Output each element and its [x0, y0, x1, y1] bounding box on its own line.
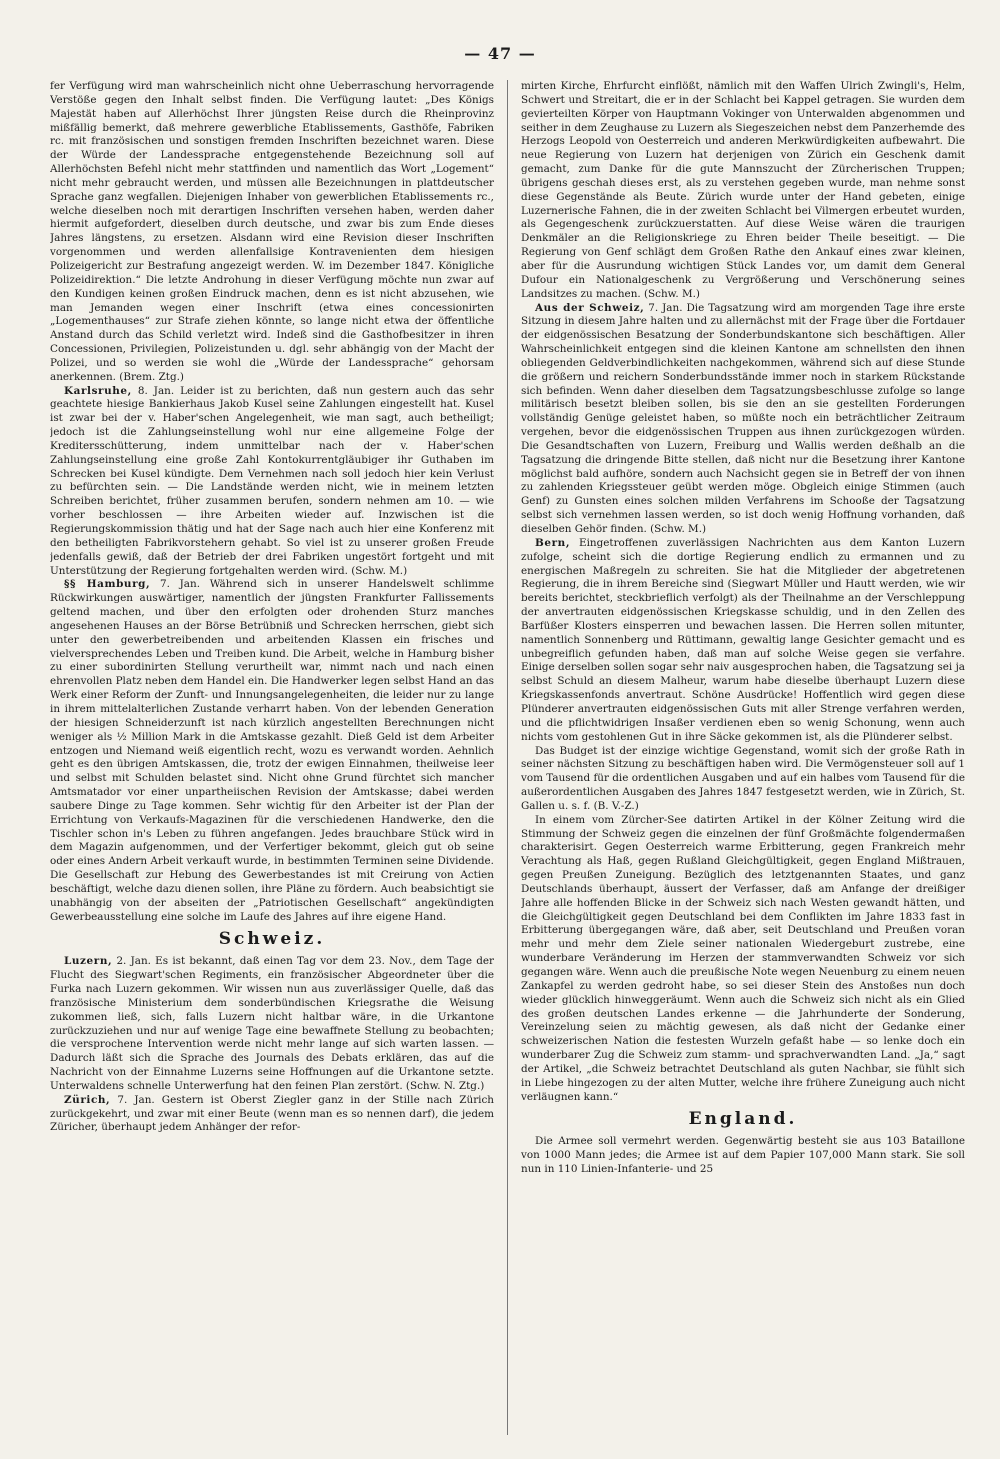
article-text: fer Verfügung wird man wahrscheinlich nicht ohne Ueberraschung hervorragende Verstöße gegen den Inhalt selbst finden. Die Verfügung lautet: „Des Königs Majestät haben auf Allerhöchst Ihrer jüngsten Reise durch die Rheinprovinz mißfällig bemerkt, daß mehrere gewerbliche Etablissements, Gasthöfe, Fabriken rc. mit französischen und sonstigen fremden Inschriften bezeichnet waren. Diese der Würde der Landessprache entgegenstehende Bezeichnung soll auf Allerhöchsten Befehl nicht mehr stattfinden und namentlich das Wort „Logement“ nicht mehr gebraucht werden, und müssen alle Bezeichnungen in plattdeutscher Sprache ganz wegfallen. Diejenigen Inhaber von gewerblichen Etablissements rc., welche dieselben noch mit derartigen Inschriften versehen haben, werden daher hiermit aufgefordert, dieselben durch deutsche, und zwar bis zum Ende dieses Jahres längstens, zu ersetzen. Alsdann wird eine Revision dieser Inschriften vorgenommen und werden allenfallsige Kontravenienten dem hiesigen Polizeigericht zur Bestrafung angezeigt werden. W. im Dezember 1847. Königliche Polizeidirektion.“ Die letzte Androhung in dieser Verfügung möchte nun zwar auf den Kundigen keinen großen Eindruck machen, denn es ist nicht abzusehen, wie man Jemanden wegen einer Inschrift (etwa eines concessionirten „Logementhauses“ zur Strafe ziehen könnte, so lange nicht etwa der öffentliche Anstand durch das Schild verletzt wird. Indeß sind die Gasthofbesitzer in ihren Concessionen, Privilegien, Polizeistunden u. dgl. sehr abhängig von der Macht der Polizei, und so werden sie wohl die „Würde der Landessprache“ gehorsam anerkennen. (Brem. Ztg.)	[50, 80, 494, 383]
section-heading: Schweiz.	[218, 929, 326, 950]
page-number: — 47 —	[464, 44, 536, 63]
right-column	[521, 80, 965, 1435]
article-paragraph	[50, 955, 494, 1093]
paragraph	[521, 745, 965, 814]
article-text: 7. Jan. Gestern ist Oberst Ziegler ganz in der Stille nach Zürich zurückgekehrt, und zwar mit einer Beute (wenn man es so nennen darf), die jedem Züricher, überhaupt jedem Anhänger der refor-	[50, 1093, 494, 1134]
article-dateline: Bern,	[535, 536, 571, 549]
continued-paragraph	[521, 80, 965, 302]
article-paragraph	[50, 1094, 494, 1136]
article-dateline: Karlsruhe,	[64, 384, 132, 397]
text-columns	[50, 80, 965, 1435]
article-text: 7. Jan. Während sich in unserer Handelswelt schlimme Rückwirkungen auswärtiger, namentlich der jüngsten Frankfurter Fallissements geltend machen, und über den erfolgten oder drohenden Sturz manches angesehenen Hauses an der Börse Betrübniß und Schrecken herrschen, giebt sich unter den gewerbetreibenden und arbeitenden Klassen ein frisches und vielversprechendes Leben und Treiben kund. Die Arbeit, welche in Hamburg bisher zu einer subordinirten Stellung verurtheilt war, nimmt nach und nach einen ehrenvollen Platz neben dem Handel ein. Die Handwerker legen selbst Hand an das Werk einer Reform der Zunft- und Innungsangelegenheiten, die leider nur zu lange in ihrem mittelalterlichen Zustande verharrt haben. Von der lebenden Generation der hiesigen Schneiderzunft ist nach kürzlich angestellten Berechnungen nicht weniger als ½ Million Mark in die Amtskasse gezahlt. Dieß Geld ist dem Arbeiter entzogen und Niemand weiß eigentlich recht, wozu es verwandt worden. Aehnlich geht es den übrigen Amtskassen, die, trotz der ewigen Einnahmen, theilweise leer und selbst mit Schulden belastet sind. Nicht ohne Grund fürchtet sich mancher Amtsmatador vor einer unpartheiischen Revision der Amtskasse; dabei werden saubere Dinge zu Tage kommen. Sehr wichtig für den Arbeiter ist der Plan der Errichtung von Verkaufs-Magazinen für die verschiedenen Handwerke, den die Tischler schon in's Leben zu führen angefangen. Jedes brauchbare Stück wird in dem Magazin aufgenommen, und der Verfertiger bekommt, gleich gut ob seine oder eines Andern Arbeit verkauft wurde, in bestimmten Terminen seine Dividende. Die Gesellschaft zur Hebung des Gewerbestandes ist mit Creirung von Actien beschäftigt, welche dazu dienen sollen, ihre Pläne zu fördern. Auch beabsichtigt sie unabhängig von der abseiten der „Patriotischen Gesellschaft“ angekündigten Gewerbeausstellung eine solche im Laufe des Jahres auf ihre eigene Hand.	[50, 578, 494, 923]
left-column	[50, 80, 494, 1435]
continued-paragraph	[50, 80, 494, 385]
article-paragraph	[521, 302, 965, 537]
article-paragraph	[521, 537, 965, 745]
article-dateline: Luzern,	[64, 955, 113, 968]
article-text: 7. Jan. Die Tagsatzung wird am morgenden Tage ihre erste Sitzung in diesem Jahre halten und zu allernächst mit der Frage über die Fortdauer der eidgenössischen Besatzung der Sonderbundskantone sich beschäftigen. Aller Wahrscheinlichkeit entgegen sind die kleinen Kantone am schnellsten den ihnen obliegenden Geldverbindlichkeiten nachgekommen, während sich auf diese Stunde die größern und reichern Sonderbundsstände immer noch in starkem Rückstande sich befinden. Wenn daher dieselben dem Tagsatzungsbeschlusse zufolge so lange militärisch besetzt bleiben sollen, bis sie den an sie gestellten Forderungen vollständig Genüge geleistet haben, so müßte noch ein beträchtlicher Zeitraum vergehen, bevor die eidgenössischen Truppen aus ihnen zurückgezogen würden. Die Gesandtschaften von Luzern, Freiburg und Wallis werden deßhalb an die Tagsatzung die dringende Bitte stellen, daß nicht nur die Besetzung ihrer Kantone möglichst bald aufhöre, sondern auch Nachsicht gegen sie in Betreff der von ihnen zu zahlenden Kriegssteuer geübt werden möge. Obgleich einige Stimmen (auch Genf) zu Gunsten eines solchen milden Verfahrens im Schooße der Tagsatzung selbst sich vernehmen lassen werden, so ist doch wenig Hoffnung vorhanden, daß dieselben Gehör finden. (Schw. M.)	[521, 301, 965, 535]
paragraph	[521, 1135, 965, 1177]
article-dateline: Aus der Schweiz,	[535, 301, 645, 314]
article-dateline: §§ Hamburg,	[64, 578, 151, 591]
column-divider	[507, 80, 508, 1435]
article-dateline: Zürich,	[64, 1093, 111, 1106]
article-paragraph	[50, 385, 494, 579]
paragraph	[521, 814, 965, 1105]
article-paragraph	[50, 578, 494, 924]
article-text: 2. Jan. Es ist bekannt, daß einen Tag vor dem 23. Nov., dem Tage der Flucht des Siegwart'schen Regiments, ein französischer Abgeordneter über die Furka nach Luzern gekommen. Wir wissen nun aus zuverlässiger Quelle, daß das französische Ministerium dem sonderbündischen Kriegsrathe die Weisung zukommen ließ, sich, falls Luzern nicht haltbar wäre, in die Urkantone zurückzuziehen und nur auf wenige Tage eine bewaffnete Stellung zu beobachten; die versprochene Intervention werde nicht mehr lange auf sich warten lassen. — Dadurch läßt sich die Sprache des Journals des Debats erklären, das auf die Nachricht von der Einnahme Luzerns seine Hoffnungen auf die Urkantone setzte. Unterwaldens schnelle Unterwerfung hat den feinen Plan zerstört. (Schw. N. Ztg.)	[50, 955, 494, 1092]
article-text: Das Budget ist der einzige wichtige Gegenstand, womit sich der große Rath in seiner nächsten Sitzung zu beschäftigen haben wird. Die Vermögensteuer soll auf 1 vom Tausend für die ordentlichen Ausgaben und auf ein halbes vom Tausend für die außerordentlichen Ausgaben des Jahres 1847 festgesetzt werden, wie in Zürich, St. Gallen u. s. f. (B. V.-Z.)	[521, 744, 965, 812]
section-heading: England.	[688, 1109, 798, 1130]
article-text: In einem vom Zürcher-See datirten Artikel in der Kölner Zeitung wird die Stimmung der Schweiz gegen die einzelnen der fünf Großmächte folgendermaßen charakterisirt. Gegen Oesterreich warme Erbitterung, gegen Frankreich mehr Verachtung als Haß, gegen Rußland Gleichgültigkeit, gegen England Mißtrauen, gegen Preußen Zuneigung. Bezüglich des letztgenannten Staates, und ganz Deutschlands überhaupt, äussert der Verfasser, daß am Anfange der dreißiger Jahre alle hoffenden Blicke in der Schweiz sich nach Westen gewandt hätten, und die Gleichgültigkeit gegen Deutschland bei dem Conflikten im Jahre 1833 fast in Erbitterung übergegangen wäre, daß aber, seit Deutschland und Preußen voran mehr und mehr dem Ziele seiner nationalen Wiedergeburt zustrebe, eine wunderbare Veränderung im Herzen der stammverwandten Schweiz vor sich gegangen wäre. Wenn auch die preußische Note wegen Neuenburg zu einem neuen Zankapfel zu werden gedroht habe, so sei dieser Stein des Anstoßes nun doch wieder glücklich hinweggeräumt. Wenn auch die Schweiz sich nicht als ein Glied des großen deutschen Landes erkenne — die Jahrhunderte der Sonderung, Vereinzelung seien zu mächtig gewesen, als daß nicht der Gedanke einer schweizerischen Nation die festesten Wurzeln gefaßt habe — so lenke doch ein wunderbarer Zug die Schweiz zum stamm- und sprachverwandten Land. „Ja,“ sagt der Artikel, „die Schweiz betrachtet Deutschland als guten Nachbar, sie fühlt sich in Liebe hingezogen zu der alten Mutter, welche ihre frühere Zuneigung auch nicht verläugnen kann.“	[521, 813, 965, 1103]
article-text: Eingetroffenen zuverlässigen Nachrichten aus dem Kanton Luzern zufolge, scheint sich die dortige Regierung endlich zu ermannen und zu energischen Maßregeln zu schreiten. Sie hat die Mitglieder der abgetretenen Regierung, die in ihrem Bereiche sind (Siegwart Müller und Hautt werden, wie wir bereits berichtet, steckbrieflich verfolgt) als der Theilnahme an der Verschleppung der anvertrauten eidgenössischen Kriegskasse schuldig, und in den Zellen des Barfüßer Klosters einsperren und bewachen lassen. Die Herren sollen mitunter, namentlich Sonnenberg und Rüttimann, gewaltig lange Gesichter gemacht und es unbegreiflich gefunden haben, daß man auf solche Weise gegen sie verfahre. Einige derselben sollen sogar sehr naiv ausgesprochen haben, die Tagsatzung sei ja selbst Schuld an diesem Malheur, warum habe dieselbe überhaupt Luzern diese Kriegskassenfonds anvertraut. Schöne Ausdrücke! Hoffentlich wird gegen diese Plünderer anvertrauten eidgenössischen Guts mit aller Strenge verfahren werden, und die pflichtwidrigen Insaßer verdienen eben so wenig Schonung, wenn auch nichts vom gestohlenen Gut in ihre Säcke gekommen ist, als die Plünderer selbst.	[521, 536, 965, 743]
article-text: Die Armee soll vermehrt werden. Gegenwärtig besteht sie aus 103 Bataillone von 1000 Mann jedes; die Armee ist auf dem Papier 107,000 Mann stark. Sie soll nun in 110 Linien-Infanterie- und 25	[521, 1135, 965, 1175]
article-text: mirten Kirche, Ehrfurcht einflößt, nämlich mit den Waffen Ulrich Zwingli's, Helm, Schwert und Streitart, die er in der Schlacht bei Kappel getragen. Sie wurden dem gevierteilten Körper von Hauptmann Vokinger von Unterwalden abgenommen und seither in dem Zeughause zu Luzern als Siegeszeichen nebst dem Panzerhemde des Herzogs Leopold von Oesterreich und anderen Merkwürdigkeiten aufbewahrt. Die neue Regierung von Luzern hat derjenigen von Zürich ein Geschenk damit gemacht, zum Danke für die gute Mannszucht der Zürcherischen Truppen; übrigens geschah dieses erst, als zu verstehen gegeben wurde, man nehme sonst diese Gegenstände als Beute. Zürich wurde unter der Hand gebeten, einige Luzernerische Fahnen, die in der zweiten Schlacht bei Vilmergen erbeutet wurden, als Gegengeschenk zurückzuerstatten. Auf diese Weise wären die traurigen Denkmäler an die Religionskriege zu Ehren beider Theile beseitigt. — Die Regierung von Genf schlägt dem Großen Rathe den Ankauf eines zwar kleinen, aber für die Ausrundung wichtigen Stück Landes vor, um damit dem General Dufour ein Nationalgeschenk zu Vergrößerung und Verschönerung seines Landsitzes zu machen. (Schw. M.)	[521, 80, 965, 300]
article-text: 8. Jan. Leider ist zu berichten, daß nun gestern auch das sehr geachtete hiesige Bankierhaus Jakob Kusel seine Zahlungen eingestellt hat. Kusel ist zwar bei der v. Haber'schen Angelegenheit, wie man sagt, auch betheiligt; jedoch ist die Zahlungseinstellung wohl nur eine allgemeine Folge der Kreditersschütterung, indem unmittelbar nach der v. Haber'schen Zahlungseinstellung eine große Zahl Kontokurrentgläubiger ihr Guthaben im Schrecken bei Kusel kündigte. Dem Vernehmen nach soll jedoch hier kein Verlust zu befürchten sein. — Die Landstände werden nicht, wie in meinem letzten Schreiben berichtet, früher zusammen berufen, sondern nehmen am 10. — wie vorher beschlossen — ihre Arbeiten wieder auf. Inzwischen ist die Regierungskommission thätig und hat der Sage nach auch hier eine Konferenz mit den betheiligten Fabrikvorstehern gehabt. So viel ist zu unserer großen Freude jedenfalls gewiß, daß der Betrieb der drei Fabriken ungestört fortgeht und mit Unterstützung der Regierung fortgehalten werden wird. (Schw. M.)	[50, 384, 494, 577]
